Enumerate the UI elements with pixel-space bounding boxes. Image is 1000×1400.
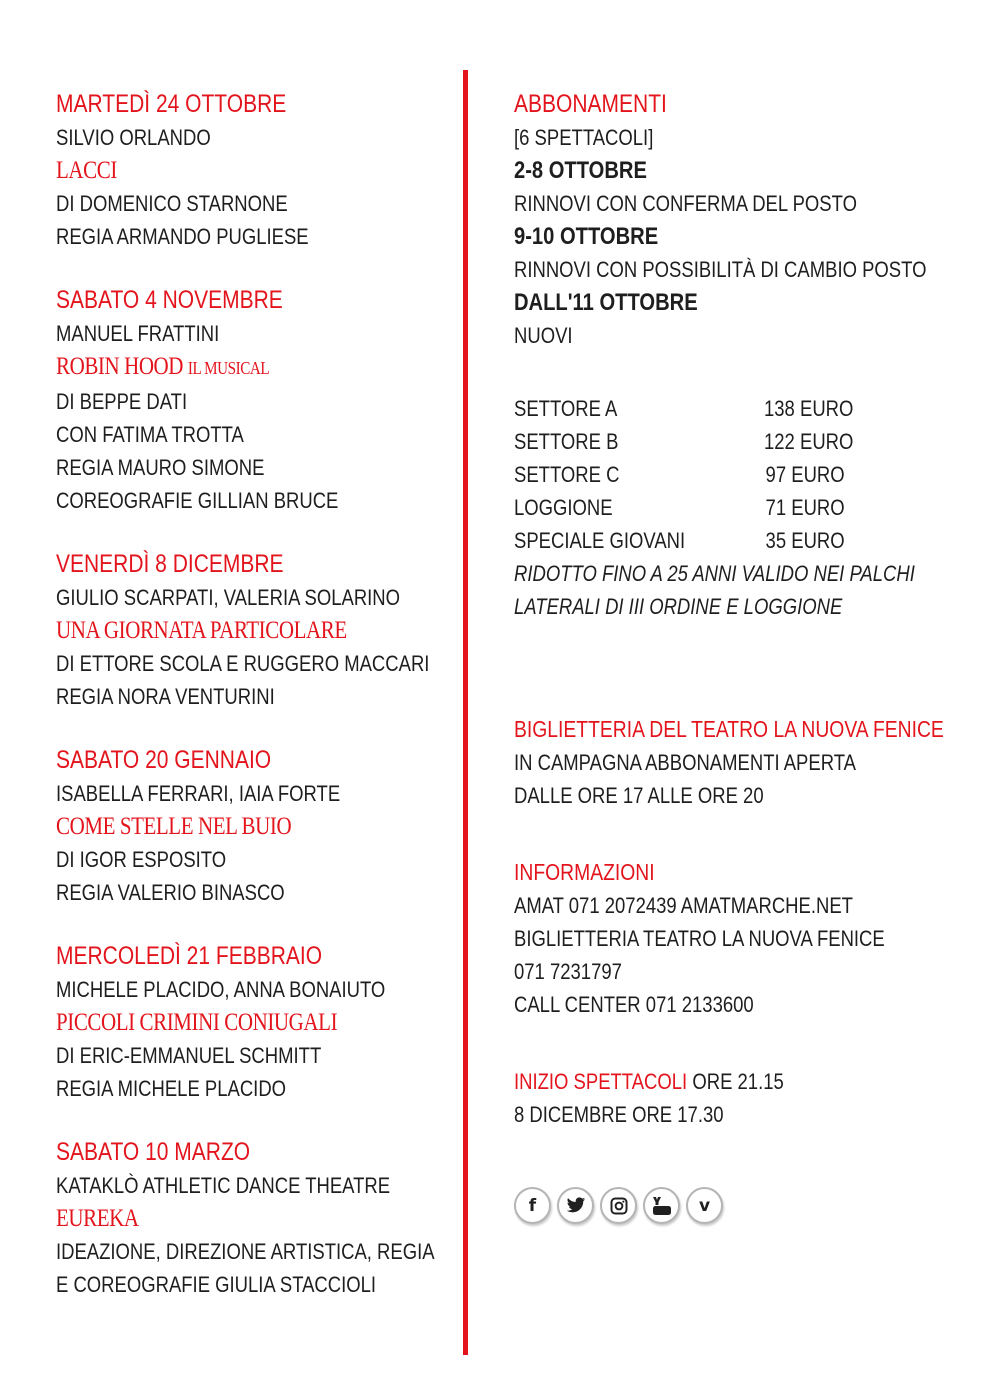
start-time-label: INIZIO SPETTACOLI <box>514 1069 688 1094</box>
price-value: 122 EURO <box>764 429 854 454</box>
show-cast: ISABELLA FERRARI, IAIA FORTE <box>56 781 341 806</box>
start-time-value: ORE 21.15 <box>692 1069 784 1094</box>
show-date: SABATO 20 GENNAIO <box>56 746 272 774</box>
show-date: SABATO 10 MARZO <box>56 1138 251 1166</box>
info-line: CALL CENTER 071 2133600 <box>514 992 754 1017</box>
price-value: 35 EURO <box>765 528 845 553</box>
youtube-icon[interactable] <box>643 1187 680 1224</box>
show-detail: REGIA VALERIO BINASCO <box>56 880 285 905</box>
price-sector: SETTORE C <box>514 462 620 487</box>
show-detail: E COREOGRAFIE GIULIA STACCIOLI <box>56 1272 377 1297</box>
show-cast: MANUEL FRATTINI <box>56 321 220 346</box>
box-office-heading: BIGLIETTERIA DEL TEATRO LA NUOVA FENICE <box>514 716 944 742</box>
show-date: SABATO 4 NOVEMBRE <box>56 286 283 314</box>
box-office-section <box>514 713 944 812</box>
show-detail: DI BEPPE DATI <box>56 389 188 414</box>
subscriptions-section <box>514 88 944 623</box>
show-detail: CON FATIMA TROTTA <box>56 422 244 447</box>
info-section <box>514 856 944 1021</box>
box-office-line: IN CAMPAGNA ABBONAMENTI APERTA <box>514 750 856 775</box>
period-dates: DALL'11 OTTOBRE <box>514 289 698 316</box>
show-detail: REGIA MICHELE PLACIDO <box>56 1076 287 1101</box>
discount-note: LATERALI DI III ORDINE E LOGGIONE <box>514 594 843 619</box>
show-detail: DI DOMENICO STARNONE <box>56 191 288 216</box>
show-cast: SILVIO ORLANDO <box>56 125 211 150</box>
price-row <box>514 425 924 458</box>
info-line: BIGLIETTERIA TEATRO LA NUOVA FENICE <box>514 926 885 951</box>
info-column <box>514 88 944 1224</box>
price-table <box>514 392 944 557</box>
period-description: RINNOVI CON CONFERMA DEL POSTO <box>514 191 857 216</box>
show-title-suffix: IL MUSICAL <box>187 358 270 378</box>
price-value: 138 EURO <box>764 396 854 421</box>
start-time-extra: 8 DICEMBRE ORE 17.30 <box>514 1102 724 1127</box>
show-entry <box>56 284 451 517</box>
period-description: NUOVI <box>514 323 573 348</box>
price-value: 97 EURO <box>765 462 845 487</box>
show-title: COME STELLE NEL BUIO <box>56 813 292 840</box>
price-row <box>514 524 924 557</box>
show-entry <box>56 1136 451 1301</box>
price-sector: SETTORE A <box>514 396 618 421</box>
period-description: RINNOVI CON POSSIBILITÀ DI CAMBIO POSTO <box>514 257 927 282</box>
show-title: ROBIN HOOD IL MUSICAL <box>56 353 270 380</box>
show-entry <box>56 940 451 1105</box>
show-entry <box>56 88 451 253</box>
show-cast: KATAKLÒ ATHLETIC DANCE THEATRE <box>56 1173 391 1198</box>
start-time-section <box>514 1065 944 1131</box>
show-detail: REGIA NORA VENTURINI <box>56 684 275 709</box>
info-heading: INFORMAZIONI <box>514 859 655 885</box>
show-date: VENERDÌ 8 DICEMBRE <box>56 550 284 578</box>
instagram-icon[interactable] <box>600 1187 637 1224</box>
facebook-icon[interactable]: f <box>514 1187 551 1224</box>
social-icons <box>514 1187 944 1224</box>
show-date: MERCOLEDÌ 21 FEBBRAIO <box>56 942 323 970</box>
subscriptions-heading: ABBONAMENTI <box>514 90 667 118</box>
show-title: UNA GIORNATA PARTICOLARE <box>56 617 347 644</box>
show-detail: IDEAZIONE, DIREZIONE ARTISTICA, REGIA <box>56 1239 435 1264</box>
show-detail: DI ERIC-EMMANUEL SCHMITT <box>56 1043 322 1068</box>
period-dates: 2-8 OTTOBRE <box>514 157 647 184</box>
price-row <box>514 458 924 491</box>
price-sector: LOGGIONE <box>514 495 613 520</box>
subscriptions-subheading: [6 SPETTACOLI] <box>514 125 654 150</box>
price-row <box>514 491 924 524</box>
show-date: MARTEDÌ 24 OTTOBRE <box>56 90 287 118</box>
show-entry <box>56 548 451 713</box>
show-entry <box>56 744 451 909</box>
show-detail: COREOGRAFIE GILLIAN BRUCE <box>56 488 339 513</box>
vimeo-icon[interactable]: v <box>686 1187 723 1224</box>
price-row <box>514 392 924 425</box>
shows-column <box>56 88 451 1332</box>
info-line: 071 7231797 <box>514 959 622 984</box>
show-cast: MICHELE PLACIDO, ANNA BONAIUTO <box>56 977 386 1002</box>
price-value: 71 EURO <box>765 495 845 520</box>
info-line: AMAT 071 2072439 AMATMARCHE.NET <box>514 893 853 918</box>
show-detail: REGIA ARMANDO PUGLIESE <box>56 224 309 249</box>
period-dates: 9-10 OTTOBRE <box>514 223 659 250</box>
show-detail: DI IGOR ESPOSITO <box>56 847 227 872</box>
show-detail: DI ETTORE SCOLA E RUGGERO MACCARI <box>56 651 430 676</box>
red-divider <box>463 70 468 1355</box>
price-sector: SPECIALE GIOVANI <box>514 528 686 553</box>
box-office-line: DALLE ORE 17 ALLE ORE 20 <box>514 783 764 808</box>
show-detail: REGIA MAURO SIMONE <box>56 455 265 480</box>
price-sector: SETTORE B <box>514 429 619 454</box>
discount-note: RIDOTTO FINO A 25 ANNI VALIDO NEI PALCHI <box>514 561 915 586</box>
start-time-line <box>514 1065 875 1098</box>
show-title: PICCOLI CRIMINI CONIUGALI <box>56 1009 338 1036</box>
twitter-icon[interactable] <box>557 1187 594 1224</box>
show-title: LACCI <box>56 157 117 184</box>
show-cast: GIULIO SCARPATI, VALERIA SOLARINO <box>56 585 401 610</box>
show-title: EUREKA <box>56 1205 139 1232</box>
